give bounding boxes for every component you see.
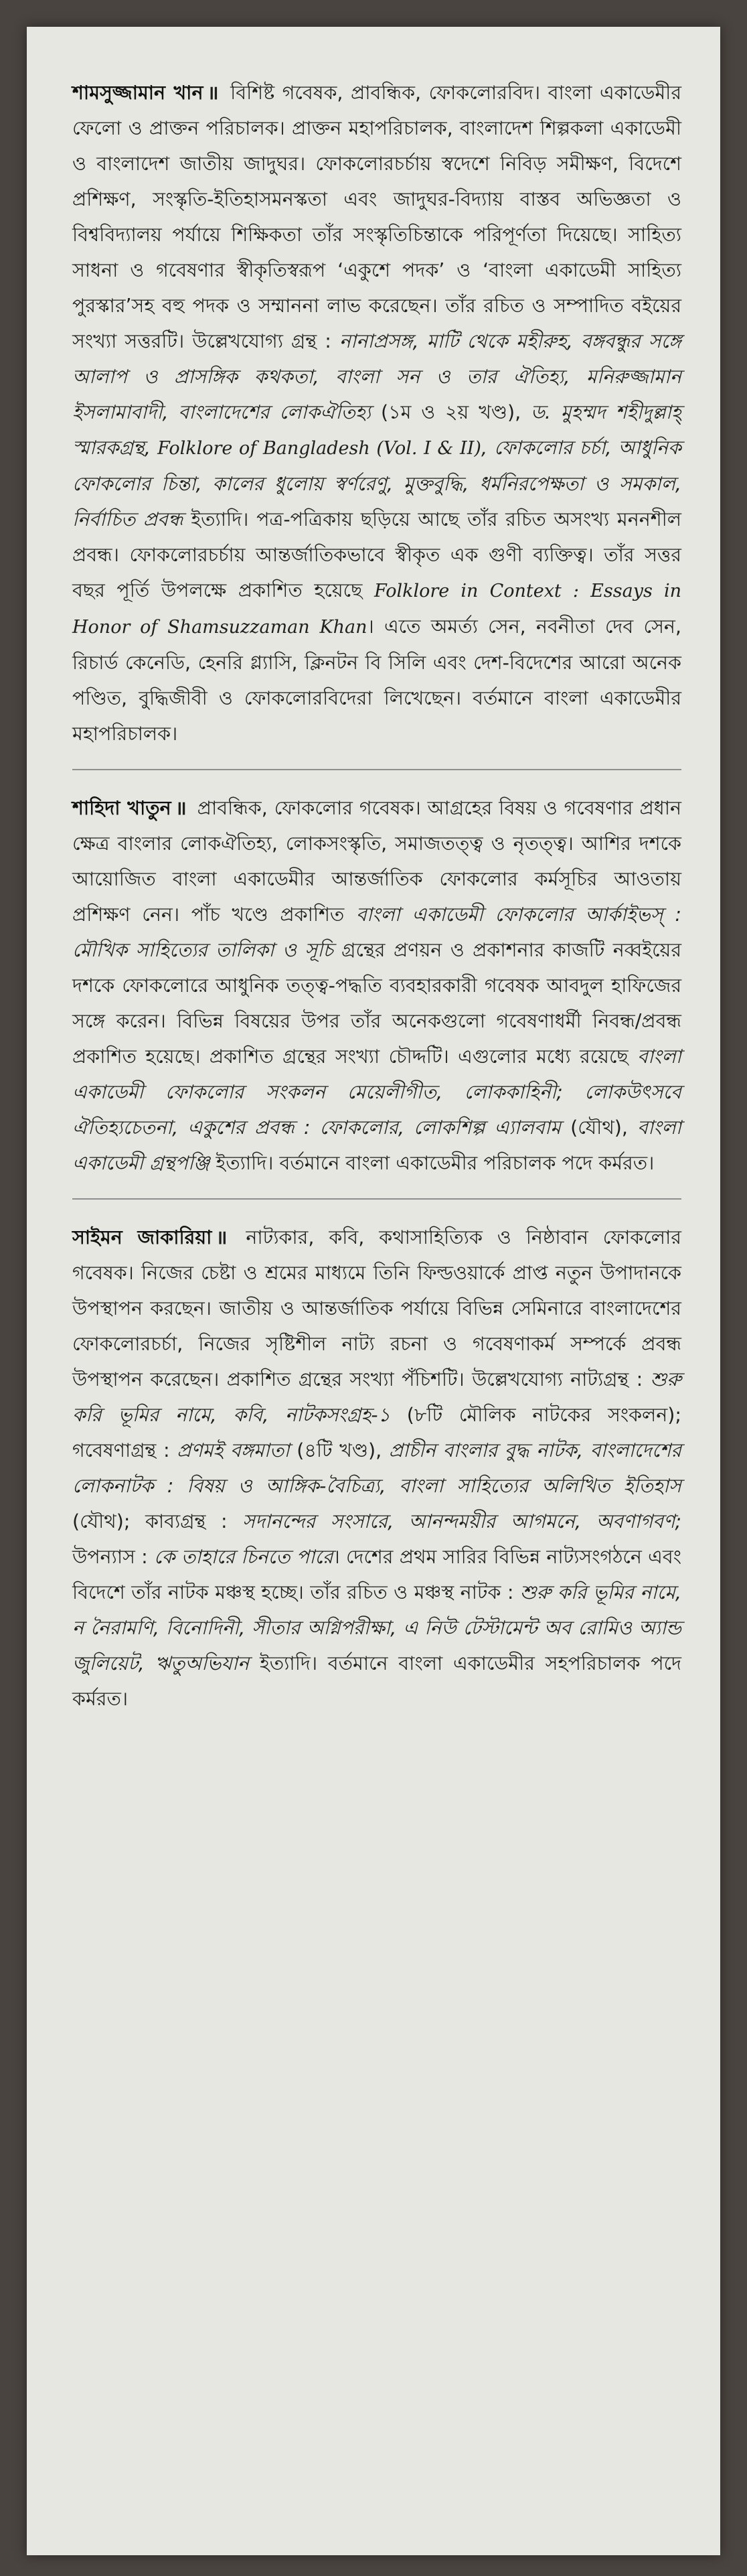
book-title-italic: শুরু করি ভূমির নামে, ন নৈরামণি, বিনোদিনী, সীতার অগ্নিপরীক্ষা, এ নিউ টেস্টামেন্ট অব রোমিও অ্যান্ড জুলিয়েট, ঋতুঅভিযান — [72, 1581, 681, 1674]
section-divider — [72, 769, 681, 770]
bio-text-run: । এতে অমর্ত্য সেন, নবনীতা দেব সেন, রিচার্ড কেনেডি, হেনরি গ্ল্যাসি, ক্লিনটন বি সিলি এবং দেশ-বিদেশের আরো অনেক পণ্ডিত, বুদ্ধিজীবী ও ফোকলোরবিদেরা লিখেছেন। বর্তমানে বাংলা একাডেমীর মহাপরিচালক। — [72, 616, 681, 745]
bio-text — [72, 797, 681, 1174]
bio-text — [72, 1226, 681, 1710]
book-title-italic: বাংলা একাডেমী ফোকলোর আর্কাইভস্ : মৌখিক সাহিত্যের তালিকা ও সূচি — [72, 904, 681, 961]
bio-text-run: উপন্যাস : — [72, 1546, 155, 1568]
book-title-italic: নানাপ্রসঙ্গ, মাটি থেকে মহীরুহ, বঙ্গবন্ধুর সঙ্গে আলাপ ও প্রাসঙ্গিক কথকতা, বাংলা সন ও তার ঐতিহ্য, মনিরুজ্জামান ইসলামাবাদী, বাংলাদেশের লোকঐতিহ্য — [72, 330, 681, 423]
name-separator: ॥ — [175, 797, 187, 819]
book-title-italic: কে তাহারে চিনতে পারে — [154, 1546, 333, 1568]
bio-text-run: ইত্যাদি। বর্তমানে বাংলা একাডেমীর সহপরিচালক পদে কর্মরত। — [72, 1652, 681, 1710]
book-title-italic: প্রাচীন বাংলার বুদ্ধ নাটক, বাংলাদেশের লোকনাটক : বিষয় ও আঙ্গিক-বৈচিত্র্য, বাংলা সাহিত্যের অলিখিত ইতিহাস — [72, 1439, 682, 1497]
book-title-italic: , — [481, 437, 495, 459]
bio-shamsuzzaman-khan — [72, 75, 681, 752]
section-divider — [72, 1198, 681, 1200]
book-title-italic: ফোকলোর চর্চা, আধুনিক ফোকলোর চিন্তা, কালের ধুলোয় স্বর্ণরেণু, মুক্তবুদ্ধি, ধর্মনিরপেক্ষতা ও সমকাল, নির্বাচিত প্রবন্ধ — [72, 437, 681, 530]
book-title-italic: ড. মুহম্মদ শহীদুল্লাহ্ স্মারকগ্রন্থ, — [72, 401, 681, 459]
bio-text-run: বিশিষ্ট গবেষক, প্রাবন্ধিক, ফোকলোরবিদ। বাংলা একাডেমীর ফেলো ও প্রাক্তন পরিচালক। প্রাক্তন মহাপরিচালক, বাংলাদেশ শিল্পকলা একাডেমী ও বাংলাদেশ জাতীয় জাদুঘর। ফোকলোরচর্চায় স্বদেশে নিবিড় সমীক্ষণ, বিদেশে প্রশিক্ষণ, সংস্কৃতি-ইতিহাসমনস্কতা এবং জাদুঘর-বিদ্যায় বাস্তব অভিজ্ঞতা ও বিশ্ববিদ্যালয় পর্যায়ে শিক্ষিকতা তাঁর সংস্কৃতিচিন্তাকে পরিপূর্ণতা দিয়েছে। সাহিত্য সাধনা ও গবেষণার স্বীকৃতিস্বরূপ ‘একুশে পদক’ ও ‘বাংলা একাডেমী সাহিত্য পুরস্কার’সহ বহু পদক ও সম্মাননা লাভ করেছেন। তাঁর রচিত ও সম্পাদিত বইয়ের সংখ্যা সত্তরটি। উল্লেখযোগ্য গ্রন্থ : — [72, 82, 681, 352]
bio-text-run: (যৌথ); কাব্যগ্রন্থ : — [72, 1510, 243, 1532]
english-title-italic: Folklore of Bangladesh (Vol. I & II) — [157, 438, 481, 459]
book-title-italic: প্রণমই বঙ্গমাতা — [177, 1439, 290, 1461]
name-separator: ॥ — [216, 1226, 228, 1248]
bio-text-run: (৪টি খণ্ড), — [289, 1439, 389, 1461]
author-bios — [72, 75, 681, 1717]
bio-text-run: ইত্যাদি। পত্র-পত্রিকায় ছড়িয়ে আছে তাঁর রচিত অসংখ্য মননশীল প্রবন্ধ। ফোকলোরচর্চায় আন্তর্জাতিকভাবে স্বীকৃত এক গুণী ব্যক্তিত্ব। তাঁর সত্তর বছর পূর্তি উপলক্ষে প্রকাশিত হয়েছে — [72, 508, 681, 601]
english-title-italic: Folklore in Context : Essays in Honor of Shamsuzzaman Khan — [72, 581, 681, 638]
bio-shahida-khatun — [72, 790, 681, 1181]
book-title-italic: সদানন্দের সংসারে, আনন্দময়ীর আগমনে, অবণাগবণ; — [242, 1510, 681, 1532]
bio-text — [72, 82, 681, 745]
bio-simon-zakaria — [72, 1220, 681, 1717]
author-name: সাইমন জাকারিয়া — [72, 1226, 212, 1248]
book-title-italic: বাংলা একাডেমী ফোকলোর সংকলন মেয়েলীগীত, লোককাহিনী; লোকউৎসবে ঐতিহ্যচেতনা, একুশের প্রবন্ধ : ফোকলোর, লোকশিল্প এ্যালবাম — [72, 1046, 681, 1139]
bio-text-run: ইত্যাদি। বর্তমানে বাংলা একাডেমীর পরিচালক পদে কর্মরত। — [210, 1152, 655, 1174]
bio-text-run: । দেশের প্রথম সারির বিভিন্ন নাট্যসংগঠনে এবং বিদেশে তাঁর নাটক মঞ্চস্থ হচ্ছে। তাঁর রচিত ও মঞ্চস্থ নাটক : — [72, 1546, 681, 1603]
book-page — [27, 27, 720, 2555]
bio-text-run: প্রাবন্ধিক, ফোকলোর গবেষক। আগ্রহের বিষয় ও গবেষণার প্রধান ক্ষেত্র বাংলার লোকঐতিহ্য, লোকসংস্কৃতি, সমাজতত্ত্ব ও নৃতত্ত্ব। আশির দশকে আয়োজিত বাংলা একাডেমীর আন্তর্জাতিক ফোকলোর কর্মসূচির আওতায় প্রশিক্ষণ নেন। পাঁচ খণ্ডে প্রকাশিত — [72, 797, 681, 926]
bio-text-run: (৮টি মৌলিক নাটকের সংকলন); গবেষণাগ্রন্থ : — [72, 1404, 681, 1461]
book-title-italic: বাংলা একাডেমী গ্রন্থপঞ্জি — [72, 1117, 681, 1174]
bio-text-run: (১ম ও ২য় খণ্ড), — [371, 401, 531, 423]
bio-text-run: গ্রন্থের প্রণয়ন ও প্রকাশনার কাজটি নব্বইয়ের দশকে ফোকলোরে আধুনিক তত্ত্ব-পদ্ধতি ব্যবহারকারী গবেষক আবদুল হাফিজের সঙ্গে করেন। বিভিন্ন বিষয়ের উপর তাঁর অনেকগুলো গবেষণাধর্মী নিবন্ধ/প্রবন্ধ প্রকাশিত হয়েছে। প্রকাশিত গ্রন্থের সংখ্যা চৌদ্দটি। এগুলোর মধ্যে রয়েছে — [72, 939, 681, 1068]
name-separator: ॥ — [207, 82, 219, 104]
bio-text-run: নাট্যকার, কবি, কথাসাহিত্যিক ও নিষ্ঠাবান ফোকলোর গবেষক। নিজের চেষ্টা ও শ্রমের মাধ্যমে তিনি ফিল্ডওয়ার্কে প্রাপ্ত নতুন উপাদানকে উপস্থাপন করছেন। জাতীয় ও আন্তর্জাতিক পর্যায়ে বিভিন্ন সেমিনারে বাংলাদেশের ফোকলোরচর্চা, নিজের সৃষ্টিশীল নাট্য রচনা ও গবেষণাকর্ম সম্পর্কে প্রবন্ধ উপস্থাপন করেছেন। প্রকাশিত গ্রন্থের সংখ্যা পঁচিশটি। উল্লেখযোগ্য নাট্যগ্রন্থ : — [72, 1226, 681, 1390]
book-title-italic: শুরু করি ভূমির নামে, কবি, নাটকসংগ্রহ-১ — [72, 1368, 681, 1426]
bio-text-run: (যৌথ), — [560, 1117, 638, 1139]
author-name: শাহিদা খাতুন — [72, 797, 171, 819]
author-name: শামসুজ্জামান খান — [72, 82, 203, 104]
